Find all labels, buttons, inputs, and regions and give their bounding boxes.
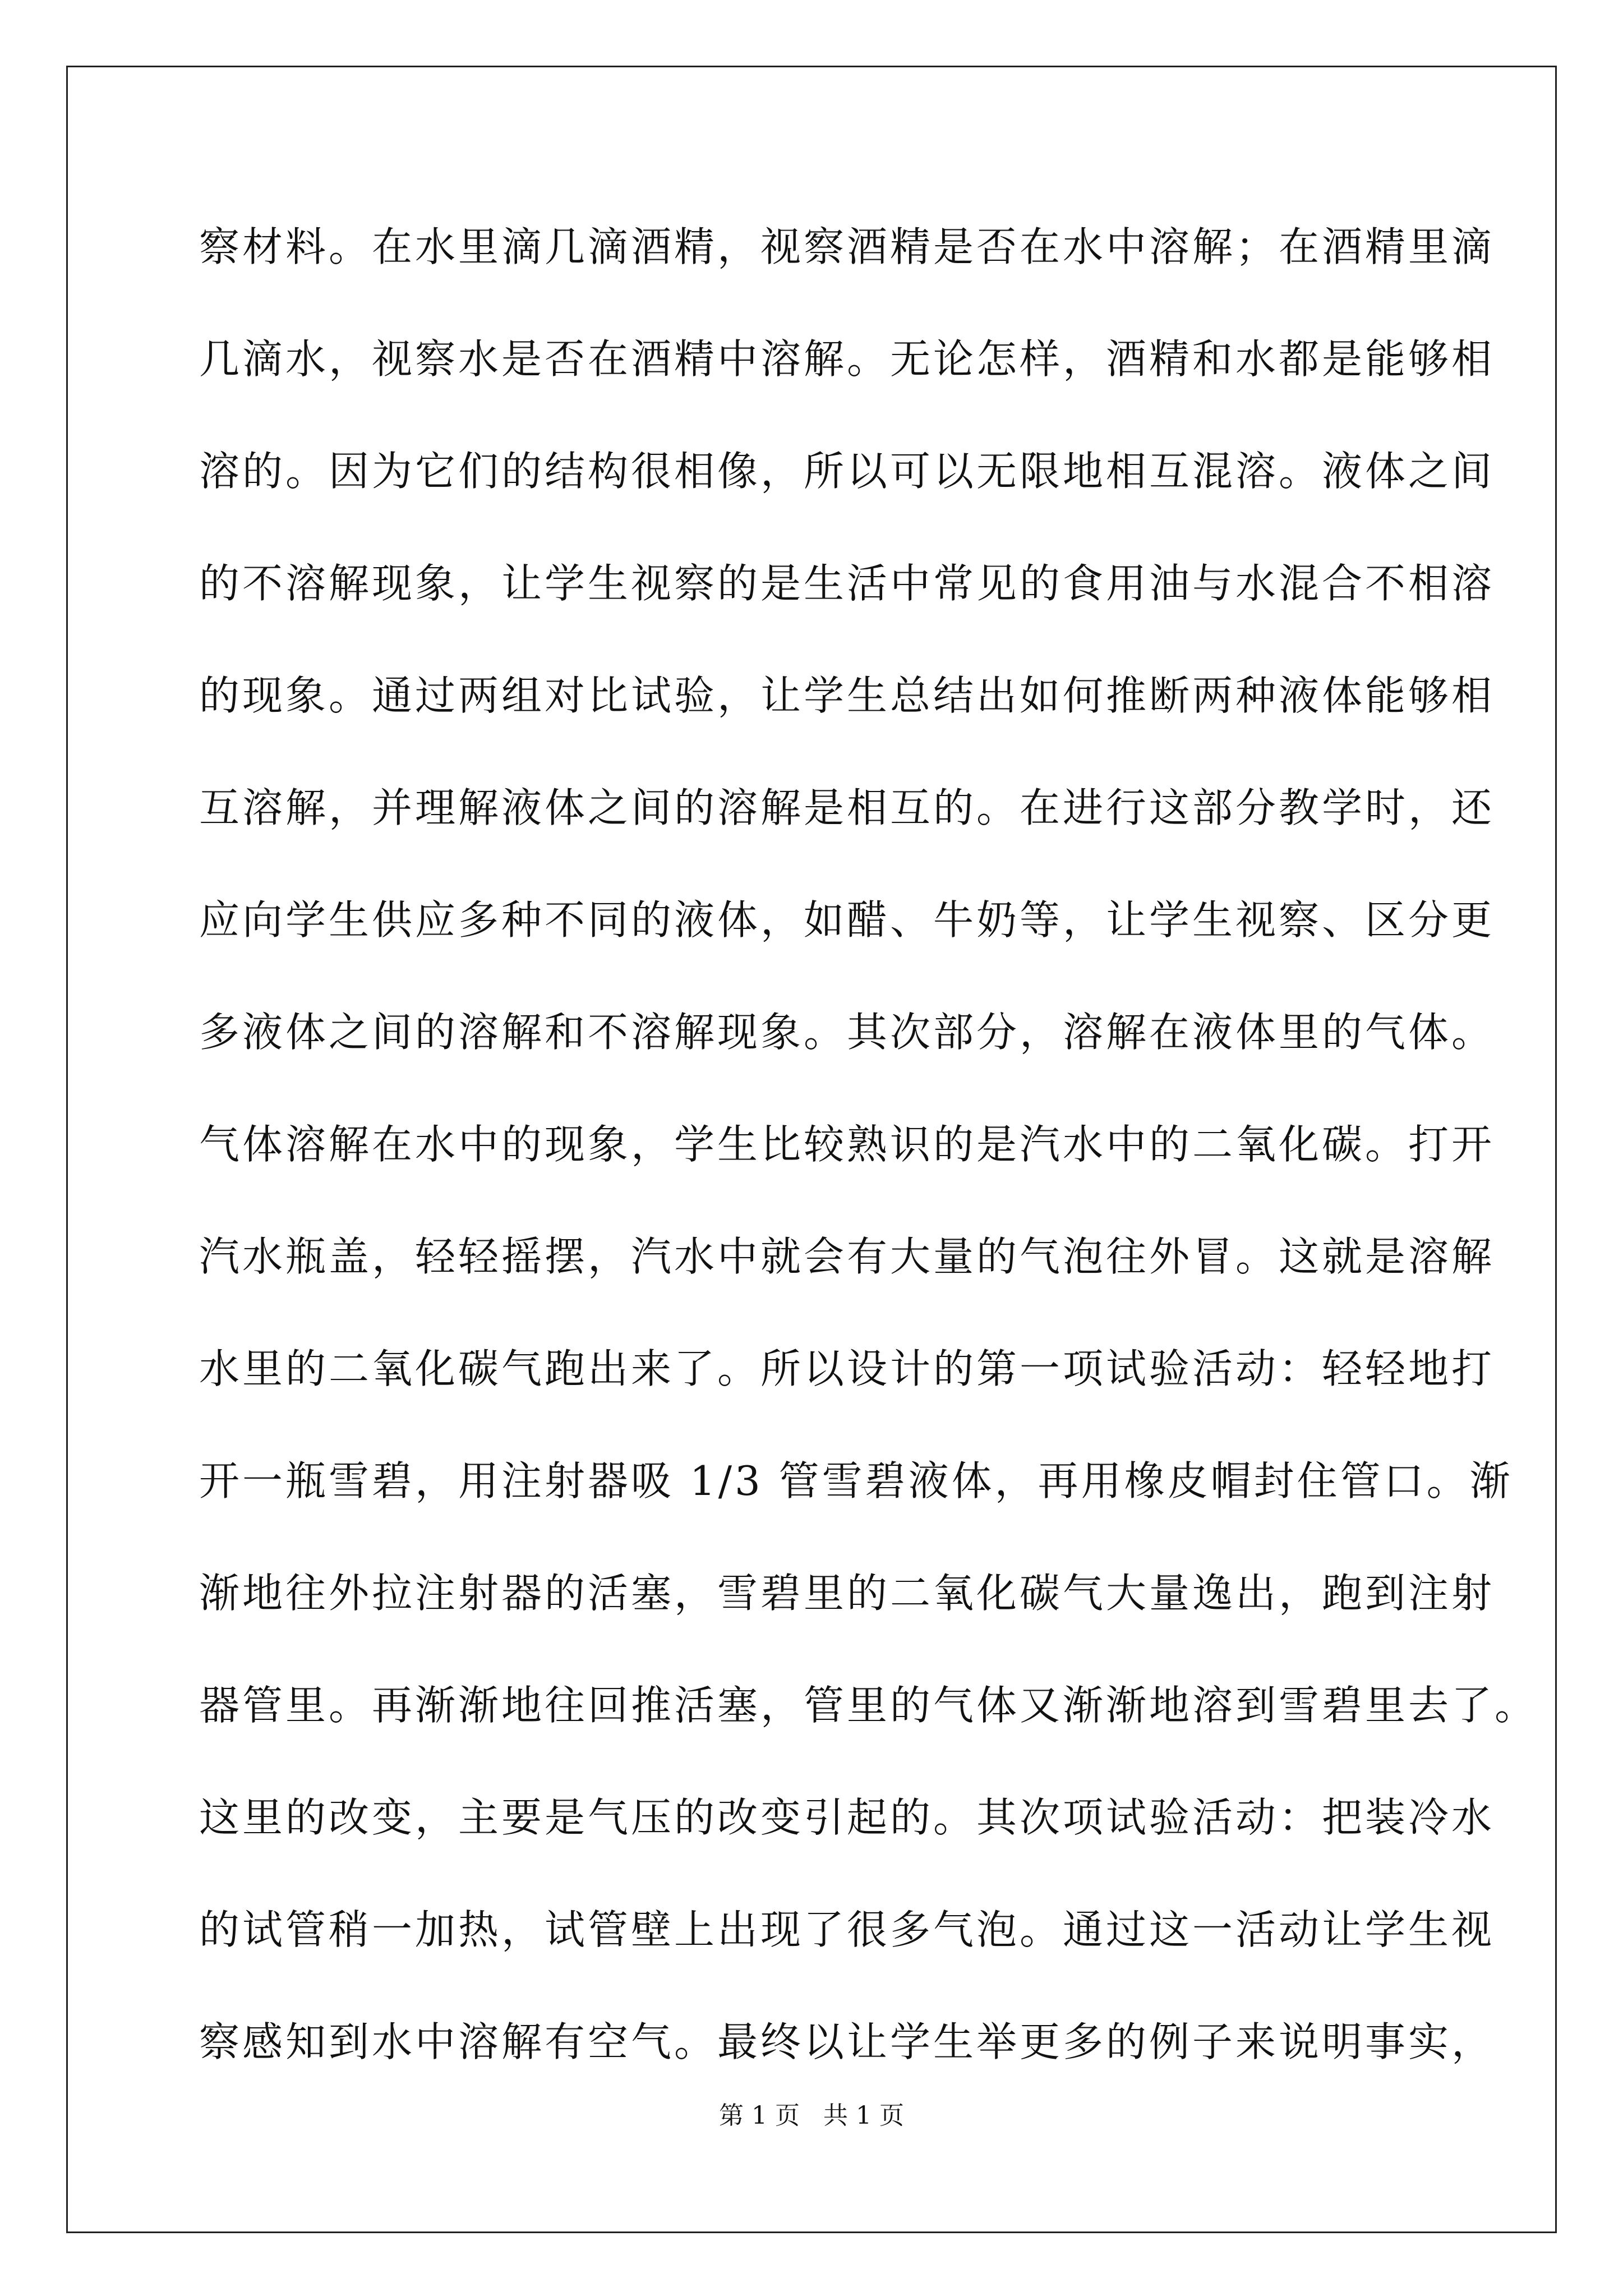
text-line: 察感知到水中溶解有空气。最终以让学生举更多的例子来说明事实， (199, 2018, 1495, 2065)
page-number-footer: 第 1 页 共 1 页 (719, 2101, 904, 2130)
text-line: 互溶解，并理解液体之间的溶解是相互的。在进行这部分教学时，还 (199, 784, 1495, 831)
text-line: 几滴水，视察水是否在酒精中溶解。无论怎样，酒精和水都是能够相 (199, 335, 1495, 383)
text-line: 这里的改变，主要是气压的改变引起的。其次项试验活动：把装冷水 (199, 1794, 1495, 1841)
text-line: 溶的。因为它们的结构很相像，所以可以无限地相互混溶。液体之间 (199, 448, 1495, 495)
text-line: 应向学生供应多种不同的液体，如醋、牛奶等，让学生视察、区分更 (199, 896, 1495, 944)
text-line: 察材料。在水里滴几滴酒精，视察酒精是否在水中溶解；在酒精里滴 (199, 223, 1495, 270)
body-text (199, 213, 1538, 2120)
text-line: 开一瓶雪碧，用注射器吸 1/3 管雪碧液体，再用橡皮帽封住管口。渐 (199, 1457, 1513, 1504)
text-line: 器管里。再渐渐地往回推活塞，管里的气体又渐渐地溶到雪碧里去了。 (199, 1682, 1538, 1729)
text-line: 的不溶解现象，让学生视察的是生活中常见的食用油与水混合不相溶 (199, 560, 1495, 607)
text-line: 多液体之间的溶解和不溶解现象。其次部分，溶解在液体里的气体。 (199, 1009, 1495, 1056)
text-line: 汽水瓶盖，轻轻摇摆，汽水中就会有大量的气泡往外冒。这就是溶解 (199, 1233, 1495, 1280)
text-line: 的现象。通过两组对比试验，让学生总结出如何推断两种液体能够相 (199, 672, 1495, 719)
text-line: 渐地往外拉注射器的活塞，雪碧里的二氧化碳气大量逸出，跑到注射 (199, 1570, 1495, 1617)
text-line: 的试管稍一加热，试管壁上出现了很多气泡。通过这一活动让学生视 (199, 1906, 1495, 1953)
text-line: 气体溶解在水中的现象，学生比较熟识的是汽水中的二氧化碳。打开 (199, 1121, 1495, 1168)
text-line: 水里的二氧化碳气跑出来了。所以设计的第一项试验活动：轻轻地打 (199, 1345, 1495, 1392)
